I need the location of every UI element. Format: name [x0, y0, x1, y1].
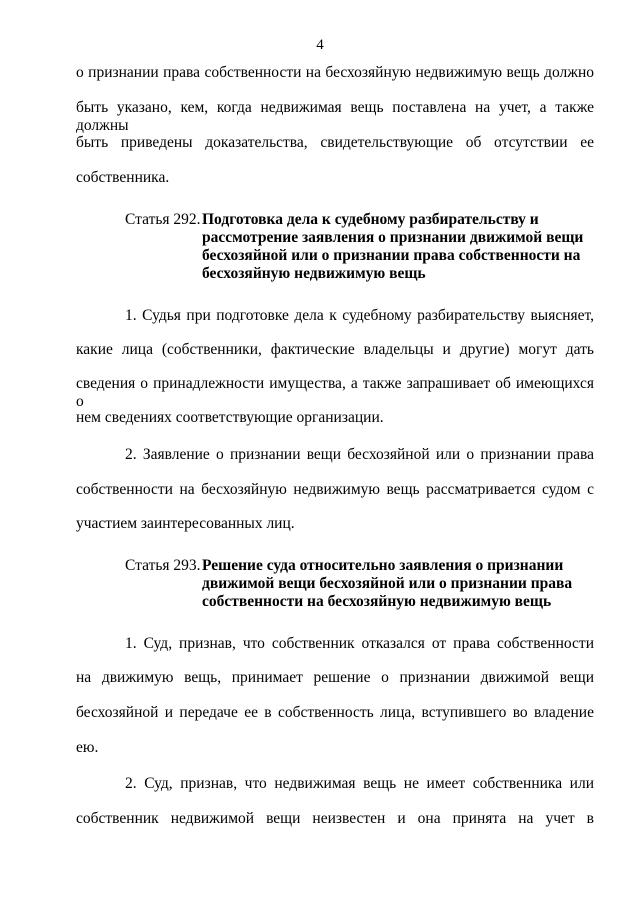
text-line: участием заинтересованных лиц.: [76, 515, 295, 532]
text-line: бесхозяйной и передаче ее в собственность лица, вступившего во владение: [76, 704, 594, 721]
article-title-line: бесхозяйной или о признании права собственности на: [202, 247, 581, 264]
text-line: быть указано, кем, когда недвижимая вещь поставлена на учет, а также должны: [76, 99, 594, 134]
article-title-line: Решение суда относительно заявления о признании: [202, 557, 564, 574]
text-line: собственник недвижимой вещи неизвестен и она принята на учет в: [76, 810, 594, 827]
article-label: Статья 293.: [125, 557, 201, 574]
text-line: 2. Суд, признав, что недвижимая вещь не имеет собственника или: [125, 775, 594, 792]
article-title-line: Подготовка дела к судебному разбирательству и: [202, 211, 539, 228]
text-line: сведения о принадлежности имущества, а также запрашивает об имеющихся о: [76, 375, 594, 410]
text-line: на движимую вещь, принимает решение о признании движимой вещи: [76, 669, 594, 686]
text-line: собственности на бесхозяйную недвижимую вещь рассматривается судом с: [76, 481, 594, 498]
page-number: 4: [316, 37, 324, 53]
article-title: [202, 557, 572, 611]
text-line: собственника.: [76, 169, 170, 186]
text-line: ею.: [76, 739, 99, 756]
text-line: 1. Судья при подготовке дела к судебному разбирательству выясняет,: [125, 307, 594, 324]
text-line: быть приведены доказательства, свидетельствующие об отсутствии ее: [76, 134, 594, 151]
article-title-line: бесхозяйную недвижимую вещь: [202, 265, 426, 282]
article-title: [202, 211, 583, 283]
article-title-line: собственности на бесхозяйную недвижимую вещь: [202, 593, 552, 610]
article-label: Статья 292.: [125, 211, 201, 228]
text-line: о признании права собственности на бесхозяйную недвижимую вещь должно: [76, 64, 594, 81]
article-title-line: рассмотрение заявления о признании движимой вещи: [202, 229, 584, 246]
text-line: нем сведениях соответствующие организации.: [76, 409, 384, 426]
text-line: какие лица (собственники, фактические владельцы и другие) могут дать: [76, 341, 594, 358]
article-title-line: движимой вещи бесхозяйной или о признании права: [202, 575, 573, 592]
text-line: 2. Заявление о признании вещи бесхозяйной или о признании права: [125, 446, 594, 463]
text-line: 1. Суд, признав, что собственник отказался от права собственности: [125, 635, 594, 652]
